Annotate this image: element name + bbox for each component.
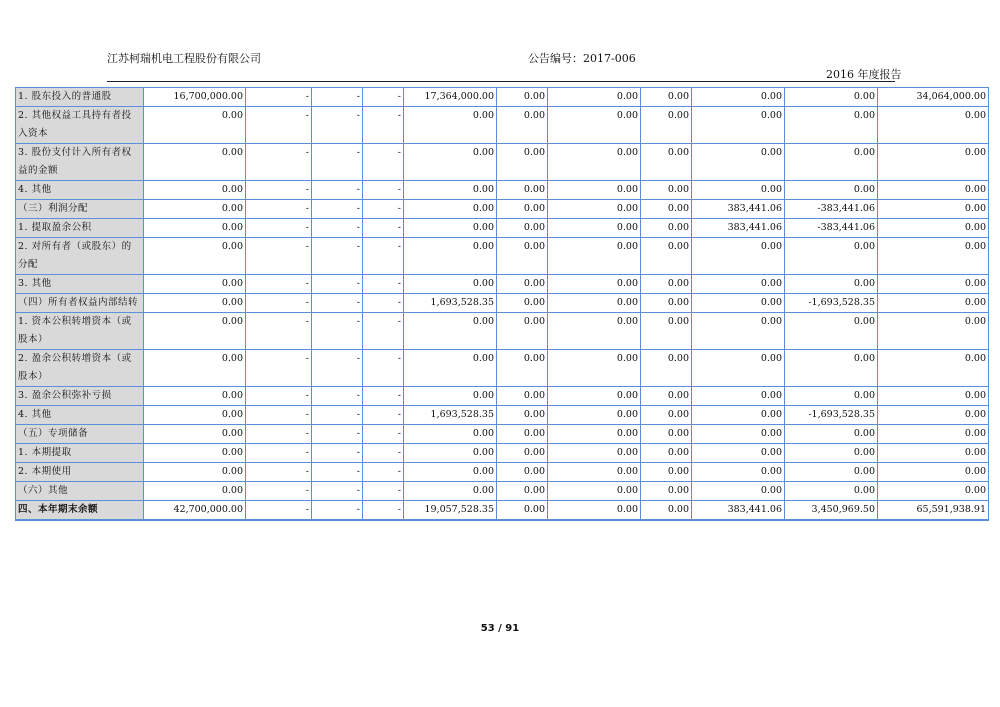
value-cell: 0.00 <box>785 88 878 107</box>
value-cell: 383,441.06 <box>692 501 785 521</box>
value-cell: - <box>363 238 404 275</box>
row-label: （五）专项储备 <box>16 425 144 444</box>
value-cell: - <box>246 294 312 313</box>
value-cell: - <box>312 313 363 350</box>
value-cell: 0.00 <box>785 350 878 387</box>
row-label: 2. 其他权益工具持有者投入资本 <box>16 107 144 144</box>
value-cell: -383,441.06 <box>785 219 878 238</box>
value-cell: 0.00 <box>404 238 497 275</box>
table-row <box>16 294 989 313</box>
value-cell: 0.00 <box>641 406 692 425</box>
value-cell: 0.00 <box>548 238 641 275</box>
value-cell: 0.00 <box>144 200 246 219</box>
value-cell: 0.00 <box>404 181 497 200</box>
value-cell: - <box>246 350 312 387</box>
value-cell: 0.00 <box>692 463 785 482</box>
table-row <box>16 313 989 350</box>
row-label: （六）其他 <box>16 482 144 501</box>
value-cell: - <box>312 107 363 144</box>
value-cell: 0.00 <box>641 200 692 219</box>
value-cell: 0.00 <box>548 350 641 387</box>
value-cell: -1,693,528.35 <box>785 406 878 425</box>
value-cell: 383,441.06 <box>692 219 785 238</box>
value-cell: 0.00 <box>497 238 548 275</box>
value-cell: 17,364,000.00 <box>404 88 497 107</box>
value-cell: 0.00 <box>144 275 246 294</box>
value-cell: 0.00 <box>785 444 878 463</box>
value-cell: 0.00 <box>497 406 548 425</box>
value-cell: - <box>363 88 404 107</box>
value-cell: 0.00 <box>692 275 785 294</box>
row-label: 2. 本期使用 <box>16 463 144 482</box>
value-cell: 0.00 <box>692 482 785 501</box>
value-cell: - <box>363 181 404 200</box>
value-cell: -1,693,528.35 <box>785 294 878 313</box>
value-cell: - <box>312 482 363 501</box>
value-cell: 0.00 <box>404 425 497 444</box>
value-cell: - <box>363 144 404 181</box>
value-cell: - <box>363 200 404 219</box>
value-cell: 0.00 <box>641 313 692 350</box>
value-cell: 0.00 <box>497 444 548 463</box>
value-cell: 0.00 <box>878 387 989 406</box>
value-cell: - <box>363 313 404 350</box>
value-cell: - <box>246 313 312 350</box>
value-cell: 0.00 <box>404 444 497 463</box>
value-cell: 0.00 <box>404 144 497 181</box>
value-cell: - <box>246 444 312 463</box>
row-label: 2. 对所有者（或股东）的分配 <box>16 238 144 275</box>
value-cell: 0.00 <box>497 275 548 294</box>
table-row <box>16 181 989 200</box>
value-cell: 0.00 <box>548 463 641 482</box>
value-cell: 0.00 <box>692 294 785 313</box>
value-cell: 0.00 <box>548 144 641 181</box>
value-cell: - <box>363 425 404 444</box>
value-cell: - <box>246 107 312 144</box>
value-cell: 0.00 <box>497 219 548 238</box>
value-cell: - <box>363 350 404 387</box>
value-cell: 0.00 <box>548 444 641 463</box>
value-cell: 0.00 <box>497 425 548 444</box>
value-cell: - <box>312 406 363 425</box>
value-cell: 0.00 <box>548 88 641 107</box>
value-cell: - <box>312 144 363 181</box>
value-cell: 0.00 <box>692 107 785 144</box>
value-cell: 65,591,938.91 <box>878 501 989 521</box>
value-cell: 0.00 <box>548 294 641 313</box>
value-cell: 19,057,528.35 <box>404 501 497 521</box>
value-cell: - <box>312 238 363 275</box>
row-label: （四）所有者权益内部结转 <box>16 294 144 313</box>
table-row <box>16 107 989 144</box>
value-cell: 0.00 <box>144 107 246 144</box>
value-cell: - <box>312 350 363 387</box>
value-cell: 0.00 <box>641 425 692 444</box>
row-label: 1. 资本公积转增资本（或股本） <box>16 313 144 350</box>
value-cell: 0.00 <box>404 200 497 219</box>
value-cell: 0.00 <box>144 350 246 387</box>
value-cell: 0.00 <box>878 350 989 387</box>
value-cell: - <box>246 275 312 294</box>
value-cell: - <box>312 275 363 294</box>
row-label: 1. 提取盈余公积 <box>16 219 144 238</box>
value-cell: 0.00 <box>548 387 641 406</box>
value-cell: 0.00 <box>641 444 692 463</box>
value-cell: 0.00 <box>878 463 989 482</box>
row-label: 3. 股份支付计入所有者权益的金额 <box>16 144 144 181</box>
value-cell: 0.00 <box>144 313 246 350</box>
value-cell: 0.00 <box>144 482 246 501</box>
value-cell: 0.00 <box>878 275 989 294</box>
value-cell: - <box>363 463 404 482</box>
table-row <box>16 88 989 107</box>
value-cell: 42,700,000.00 <box>144 501 246 521</box>
value-cell: 16,700,000.00 <box>144 88 246 107</box>
row-label: 4. 其他 <box>16 406 144 425</box>
value-cell: - <box>312 463 363 482</box>
value-cell: 0.00 <box>692 88 785 107</box>
table-row <box>16 387 989 406</box>
value-cell: - <box>246 463 312 482</box>
value-cell: 0.00 <box>497 294 548 313</box>
row-label: 1. 股东投入的普通股 <box>16 88 144 107</box>
value-cell: - <box>246 425 312 444</box>
value-cell: 1,693,528.35 <box>404 406 497 425</box>
table-row <box>16 463 989 482</box>
value-cell: - <box>312 219 363 238</box>
value-cell: 0.00 <box>548 425 641 444</box>
value-cell: - <box>363 444 404 463</box>
value-cell: - <box>246 387 312 406</box>
value-cell: 0.00 <box>692 425 785 444</box>
table-row <box>16 444 989 463</box>
value-cell: 0.00 <box>548 107 641 144</box>
value-cell: 0.00 <box>692 387 785 406</box>
value-cell: - <box>363 406 404 425</box>
value-cell: 0.00 <box>785 463 878 482</box>
value-cell: 0.00 <box>692 406 785 425</box>
value-cell: 0.00 <box>548 501 641 521</box>
table-row <box>16 482 989 501</box>
value-cell: 0.00 <box>404 482 497 501</box>
equity-changes-table <box>15 87 989 521</box>
value-cell: 0.00 <box>497 144 548 181</box>
value-cell: - <box>312 200 363 219</box>
table-row <box>16 350 989 387</box>
value-cell: 0.00 <box>785 107 878 144</box>
value-cell: 0.00 <box>641 387 692 406</box>
table-row <box>16 406 989 425</box>
value-cell: 0.00 <box>144 181 246 200</box>
value-cell: 0.00 <box>878 107 989 144</box>
value-cell: 0.00 <box>692 144 785 181</box>
value-cell: 0.00 <box>692 238 785 275</box>
value-cell: 0.00 <box>144 294 246 313</box>
value-cell: 0.00 <box>785 482 878 501</box>
value-cell: 0.00 <box>785 275 878 294</box>
value-cell: - <box>246 88 312 107</box>
value-cell: 0.00 <box>144 463 246 482</box>
value-cell: 0.00 <box>548 406 641 425</box>
value-cell: 0.00 <box>548 219 641 238</box>
header-company-name: 江苏柯瑞机电工程股份有限公司 <box>107 52 261 65</box>
header-report-year: 2016 年度报告 <box>826 68 902 81</box>
value-cell: 0.00 <box>641 350 692 387</box>
value-cell: 0.00 <box>878 425 989 444</box>
value-cell: 0.00 <box>641 181 692 200</box>
value-cell: 0.00 <box>548 275 641 294</box>
value-cell: 0.00 <box>641 482 692 501</box>
header-rule <box>107 81 895 82</box>
value-cell: - <box>246 219 312 238</box>
value-cell: 0.00 <box>144 406 246 425</box>
value-cell: 0.00 <box>878 238 989 275</box>
value-cell: 0.00 <box>785 144 878 181</box>
value-cell: 0.00 <box>641 294 692 313</box>
value-cell: 0.00 <box>144 219 246 238</box>
value-cell: 0.00 <box>497 313 548 350</box>
value-cell: 1,693,528.35 <box>404 294 497 313</box>
value-cell: -383,441.06 <box>785 200 878 219</box>
row-label: 1. 本期提取 <box>16 444 144 463</box>
value-cell: 0.00 <box>641 144 692 181</box>
value-cell: - <box>363 107 404 144</box>
value-cell: 0.00 <box>548 200 641 219</box>
value-cell: 0.00 <box>144 444 246 463</box>
value-cell: 0.00 <box>785 387 878 406</box>
row-label: 3. 盈余公积弥补亏损 <box>16 387 144 406</box>
table-row <box>16 219 989 238</box>
value-cell: - <box>246 238 312 275</box>
value-cell: 0.00 <box>404 219 497 238</box>
row-label: 四、本年期末余额 <box>16 501 144 521</box>
row-label: （三）利润分配 <box>16 200 144 219</box>
row-label: 2. 盈余公积转增资本（或股本） <box>16 350 144 387</box>
value-cell: - <box>363 482 404 501</box>
table-row <box>16 238 989 275</box>
value-cell: 0.00 <box>497 181 548 200</box>
value-cell: 34,064,000.00 <box>878 88 989 107</box>
value-cell: 0.00 <box>641 275 692 294</box>
value-cell: 0.00 <box>878 313 989 350</box>
value-cell: - <box>246 482 312 501</box>
value-cell: 0.00 <box>497 501 548 521</box>
value-cell: 0.00 <box>144 425 246 444</box>
value-cell: 0.00 <box>641 107 692 144</box>
value-cell: 0.00 <box>878 406 989 425</box>
value-cell: 0.00 <box>785 181 878 200</box>
value-cell: 0.00 <box>404 350 497 387</box>
value-cell: - <box>246 200 312 219</box>
value-cell: - <box>363 275 404 294</box>
value-cell: 0.00 <box>878 294 989 313</box>
value-cell: 0.00 <box>692 444 785 463</box>
value-cell: 0.00 <box>497 463 548 482</box>
value-cell: - <box>312 181 363 200</box>
value-cell: 0.00 <box>785 238 878 275</box>
value-cell: 0.00 <box>692 181 785 200</box>
value-cell: 0.00 <box>404 275 497 294</box>
table-row <box>16 425 989 444</box>
value-cell: 0.00 <box>878 200 989 219</box>
row-label: 3. 其他 <box>16 275 144 294</box>
value-cell: 0.00 <box>404 387 497 406</box>
value-cell: - <box>312 387 363 406</box>
value-cell: 0.00 <box>878 219 989 238</box>
value-cell: 0.00 <box>548 313 641 350</box>
value-cell: - <box>246 501 312 521</box>
value-cell: 0.00 <box>641 88 692 107</box>
value-cell: 0.00 <box>878 181 989 200</box>
value-cell: 383,441.06 <box>692 200 785 219</box>
value-cell: 0.00 <box>641 501 692 521</box>
value-cell: 0.00 <box>878 144 989 181</box>
value-cell: 0.00 <box>404 107 497 144</box>
value-cell: 0.00 <box>404 463 497 482</box>
table-row <box>16 501 989 521</box>
value-cell: - <box>312 444 363 463</box>
page-number: 53 / 91 <box>480 623 520 634</box>
value-cell: 0.00 <box>878 482 989 501</box>
value-cell: - <box>312 88 363 107</box>
value-cell: 0.00 <box>692 350 785 387</box>
value-cell: 0.00 <box>548 181 641 200</box>
value-cell: 0.00 <box>785 425 878 444</box>
value-cell: 0.00 <box>641 463 692 482</box>
value-cell: 0.00 <box>641 219 692 238</box>
value-cell: - <box>246 406 312 425</box>
row-label: 4. 其他 <box>16 181 144 200</box>
value-cell: 0.00 <box>497 107 548 144</box>
value-cell: 0.00 <box>497 350 548 387</box>
value-cell: - <box>363 387 404 406</box>
value-cell: 0.00 <box>144 144 246 181</box>
value-cell: 0.00 <box>497 387 548 406</box>
value-cell: 0.00 <box>497 200 548 219</box>
table-row <box>16 144 989 181</box>
value-cell: 0.00 <box>548 482 641 501</box>
value-cell: - <box>312 425 363 444</box>
value-cell: 0.00 <box>878 444 989 463</box>
value-cell: - <box>363 219 404 238</box>
table-body <box>16 88 989 521</box>
value-cell: 0.00 <box>404 313 497 350</box>
value-cell: - <box>246 181 312 200</box>
value-cell: - <box>312 294 363 313</box>
value-cell: 0.00 <box>785 313 878 350</box>
value-cell: 3,450,969.50 <box>785 501 878 521</box>
value-cell: 0.00 <box>497 482 548 501</box>
header-notice-number: 公告编号：2017-006 <box>528 52 636 65</box>
value-cell: - <box>312 501 363 521</box>
table-row <box>16 275 989 294</box>
value-cell: 0.00 <box>144 238 246 275</box>
value-cell: 0.00 <box>641 238 692 275</box>
value-cell: - <box>363 294 404 313</box>
value-cell: 0.00 <box>692 313 785 350</box>
value-cell: - <box>363 501 404 521</box>
table-row <box>16 200 989 219</box>
value-cell: 0.00 <box>497 88 548 107</box>
value-cell: - <box>246 144 312 181</box>
value-cell: 0.00 <box>144 387 246 406</box>
